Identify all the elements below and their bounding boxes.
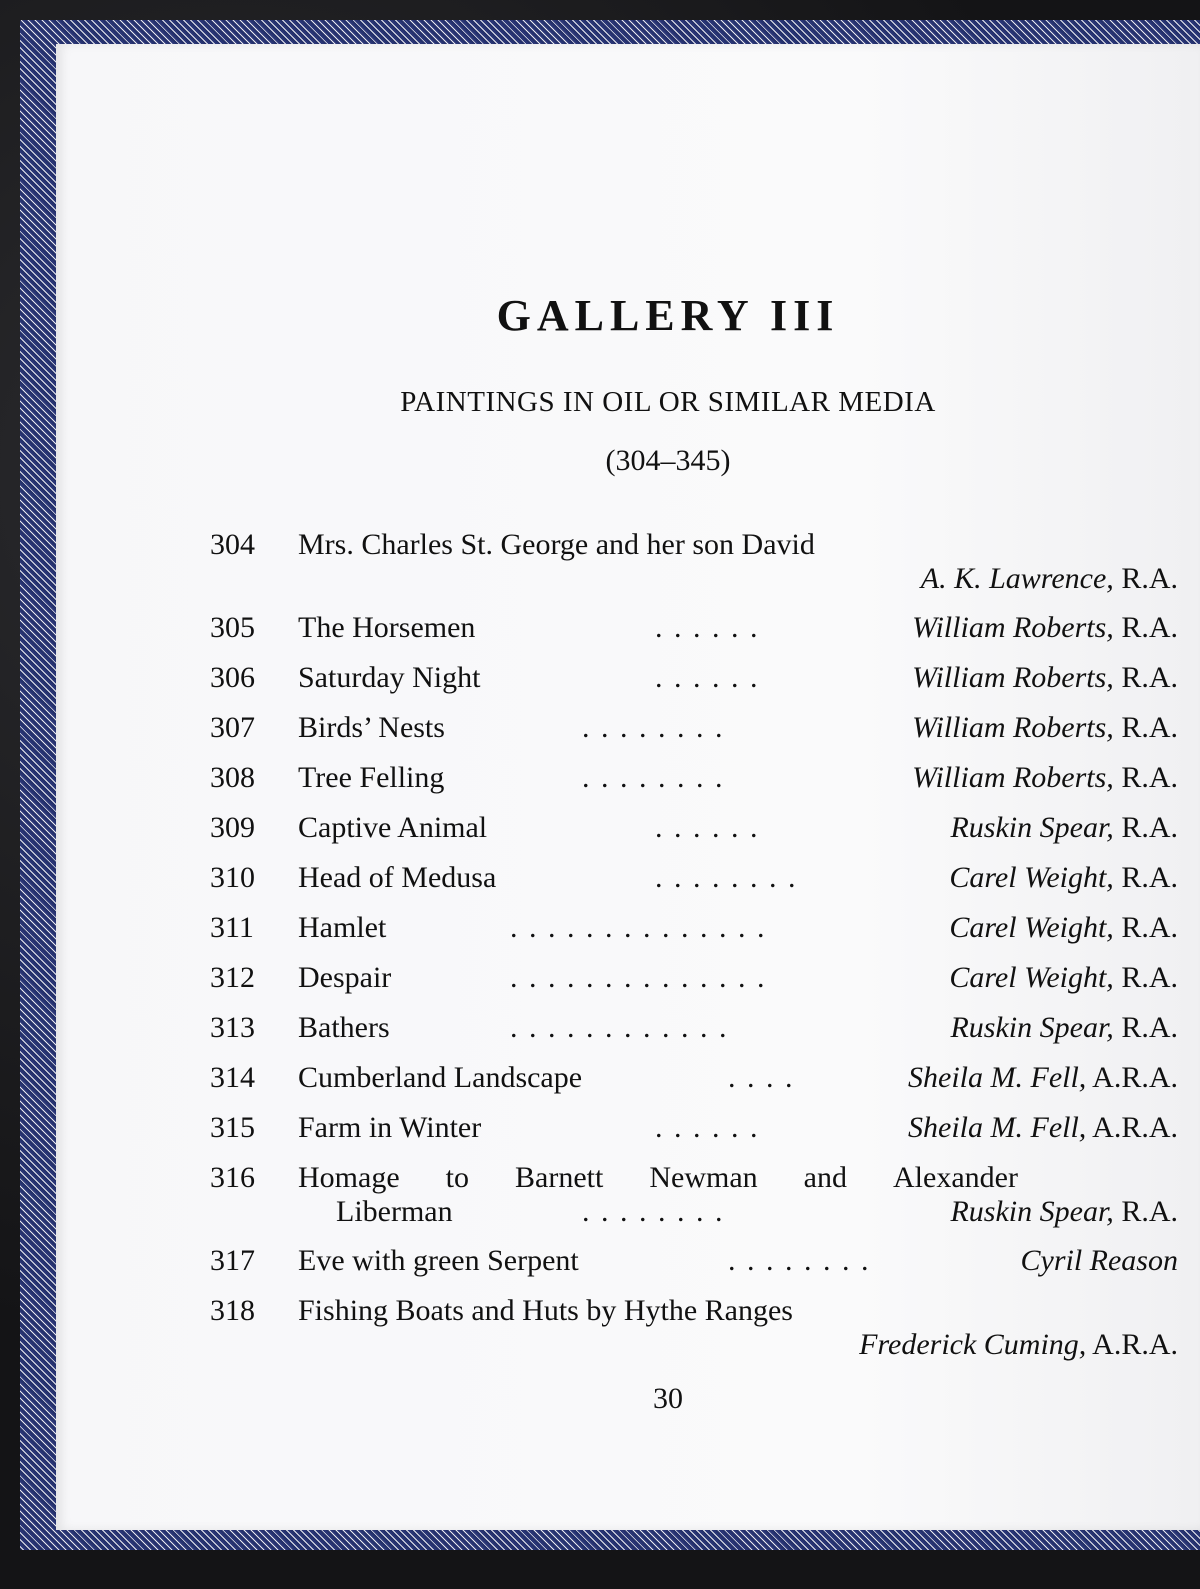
artist-honour: R.A.	[1113, 661, 1178, 694]
artist-name: William Roberts,	[912, 611, 1114, 644]
leader-dots: . . . . . . . . . . . .	[510, 1011, 729, 1044]
leader-dots: . . . . . . . .	[582, 761, 725, 794]
entry-number: 312	[210, 961, 255, 994]
artist-name: Ruskin Spear,	[950, 1195, 1114, 1228]
artist-name: Ruskin Spear,	[950, 1011, 1114, 1044]
entry-number: 305	[210, 611, 255, 644]
artist-honour: A.R.A.	[1086, 1061, 1178, 1094]
leader-dots: . . . . . .	[655, 661, 760, 694]
entry-number: 314	[210, 1061, 255, 1094]
page-title: GALLERY III	[496, 291, 840, 340]
entry-title: Despair	[298, 961, 392, 994]
leader-dots: . . . .	[728, 1061, 795, 1094]
artist-name: Carel Weight,	[949, 861, 1114, 894]
leader-dots: . . . . . . . . . . . . . .	[510, 961, 767, 994]
artist-name: Sheila M. Fell,	[908, 1111, 1087, 1144]
entry-title	[298, 1161, 1018, 1195]
artist-name: William Roberts,	[912, 711, 1114, 744]
entry-number: 306	[210, 661, 255, 694]
entry-artist	[949, 961, 1178, 995]
artist-name: A. K. Lawrence,	[920, 562, 1114, 595]
title-word: and	[803, 1161, 847, 1194]
entry-title: Birds’ Nests	[298, 711, 445, 744]
entry-artist	[921, 562, 1178, 596]
artist-name: Sheila M. Fell,	[908, 1061, 1087, 1094]
artist-name: William Roberts,	[912, 661, 1114, 694]
leader-dots: . . . . . .	[655, 811, 760, 844]
entry-artist	[908, 1111, 1178, 1145]
entry-artist	[912, 611, 1178, 645]
entry-title: Eve with green Serpent	[298, 1244, 579, 1277]
catalogue-range: (304–345)	[605, 444, 731, 477]
entry-number: 318	[210, 1294, 255, 1327]
artist-name: Frederick Cuming,	[859, 1328, 1087, 1361]
entry-artist	[950, 1195, 1178, 1229]
artist-honour: R.A.	[1113, 611, 1178, 644]
artist-honour: R.A.	[1113, 1011, 1178, 1044]
leader-dots: . . . . . . . .	[582, 1195, 725, 1228]
artist-name: Ruskin Spear,	[950, 811, 1114, 844]
entry-artist	[949, 861, 1178, 895]
artist-name: Carel Weight,	[949, 911, 1114, 944]
entry-artist	[950, 811, 1178, 845]
artist-honour: R.A.	[1113, 562, 1178, 595]
artist-honour: R.A.	[1113, 1195, 1178, 1228]
artist-name: William Roberts,	[912, 761, 1114, 794]
title-word: Homage	[298, 1161, 400, 1194]
entry-title: Farm in Winter	[298, 1111, 482, 1144]
artist-honour: R.A.	[1113, 811, 1178, 844]
entry-artist	[912, 711, 1178, 745]
title-word: Alexander	[893, 1161, 1018, 1194]
artist-honour: R.A.	[1113, 761, 1178, 794]
entry-title: Head of Medusa	[298, 861, 497, 894]
artist-honour: A.R.A.	[1086, 1111, 1178, 1144]
artist-honour: A.R.A.	[1086, 1328, 1178, 1361]
entry-number: 310	[210, 861, 255, 894]
entry-title: The Horsemen	[298, 611, 476, 644]
entry-number: 311	[210, 911, 254, 944]
entry-number: 313	[210, 1011, 255, 1044]
entry-title: Fishing Boats and Huts by Hythe Ranges	[298, 1294, 793, 1327]
entry-title: Mrs. Charles St. George and her son David	[298, 528, 815, 561]
entry-artist	[949, 911, 1178, 945]
entry-title: Captive Animal	[298, 811, 488, 844]
page-content	[56, 44, 1200, 1530]
artist-name: Carel Weight,	[949, 961, 1114, 994]
entry-title: Saturday Night	[298, 661, 481, 694]
leader-dots: . . . . . .	[655, 1111, 760, 1144]
artist-honour: R.A.	[1113, 911, 1178, 944]
entry-number: 309	[210, 811, 255, 844]
book-page	[56, 44, 1200, 1530]
entry-number: 315	[210, 1111, 255, 1144]
entry-title: Hamlet	[298, 911, 387, 944]
leader-dots: . . . . . . . .	[728, 1244, 871, 1277]
entry-artist	[912, 661, 1178, 695]
title-word: Barnett	[515, 1161, 604, 1194]
entry-number: 308	[210, 761, 255, 794]
entry-title: Cumberland Landscape	[298, 1061, 583, 1094]
artist-name: Cyril Reason	[1020, 1244, 1178, 1277]
entry-artist	[1021, 1244, 1179, 1278]
leader-dots: . . . . . .	[655, 611, 760, 644]
entry-number: 304	[210, 528, 255, 561]
entry-title: Bathers	[298, 1011, 390, 1044]
artist-honour: R.A.	[1113, 961, 1178, 994]
leader-dots: . . . . . . . . . . . . . .	[510, 911, 767, 944]
entry-artist	[912, 761, 1178, 795]
entry-title-continuation: Liberman	[336, 1195, 453, 1228]
title-word: Newman	[649, 1161, 758, 1194]
entry-number: 316	[210, 1161, 255, 1194]
entry-artist	[950, 1011, 1178, 1045]
entry-artist	[859, 1328, 1178, 1362]
title-word: to	[445, 1161, 469, 1194]
entry-title: Tree Felling	[298, 761, 445, 794]
section-subtitle: PAINTINGS IN OIL OR SIMILAR MEDIA	[400, 386, 936, 418]
artist-honour: R.A.	[1113, 861, 1178, 894]
entry-number: 317	[210, 1244, 255, 1277]
page-number: 30	[653, 1382, 683, 1415]
leader-dots: . . . . . . . .	[655, 861, 798, 894]
entry-artist	[908, 1061, 1178, 1095]
entry-number: 307	[210, 711, 255, 744]
artist-honour: R.A.	[1113, 711, 1178, 744]
leader-dots: . . . . . . . .	[582, 711, 725, 744]
